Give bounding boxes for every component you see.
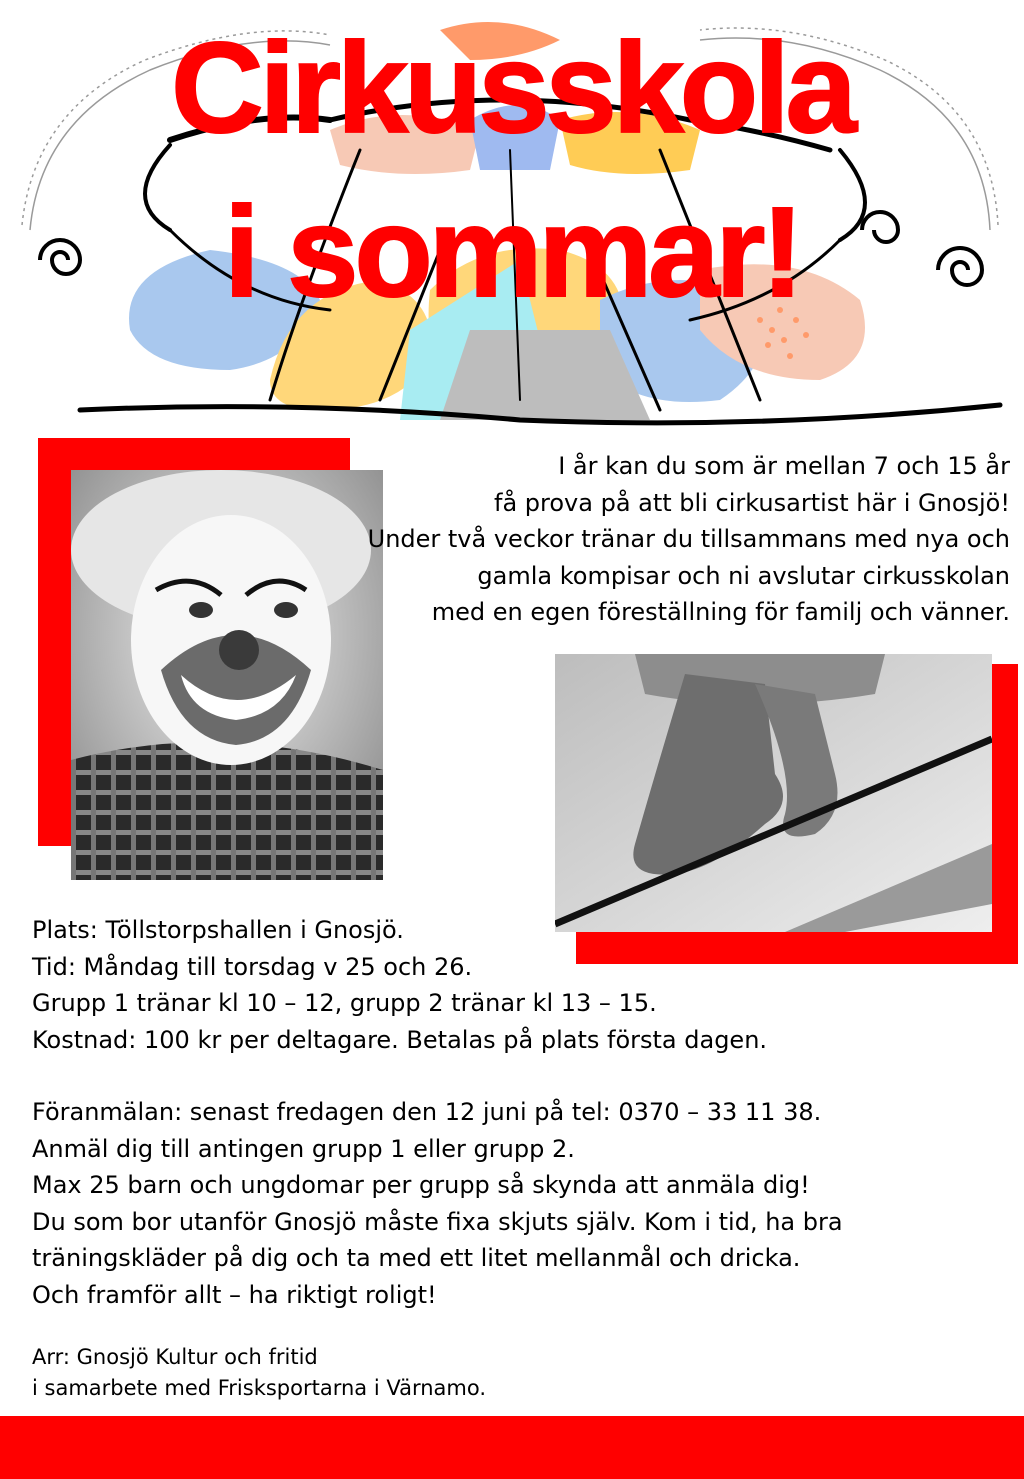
details-line: Kostnad: 100 kr per deltagare. Betalas på plats första dagen. xyxy=(32,1025,768,1054)
registration-line: Du som bor utanför Gnosjö måste fixa skjuts själv. Kom i tid, ha bra xyxy=(32,1207,843,1236)
registration-line: Anmäl dig till antingen grupp 1 eller grupp 2. xyxy=(32,1134,575,1163)
intro-text xyxy=(368,448,1010,631)
intro-line: I år kan du som är mellan 7 och 15 år xyxy=(558,452,1010,480)
page-title-line1: Cirkusskola xyxy=(171,17,853,160)
registration-line: Föranmälan: senast fredagen den 12 juni på tel: 0370 – 33 11 38. xyxy=(32,1098,822,1126)
registration-line: Max 25 barn och ungdomar per grupp så skynda att anmäla dig! xyxy=(32,1171,810,1199)
clown-photo xyxy=(71,470,383,880)
intro-line: få prova på att bli cirkusartist här i Gnosjö! xyxy=(494,488,1010,517)
footer-bar xyxy=(0,1416,1024,1479)
intro-line: med en egen föreställning för familj och vänner. xyxy=(431,598,1010,626)
page-title-line2: i sommar! xyxy=(224,181,800,324)
registration-line: Och framför allt – ha riktigt roligt! xyxy=(32,1280,437,1309)
spacer xyxy=(32,1058,843,1094)
organizer-line: i samarbete med Frisksportarna i Värnamo. xyxy=(32,1376,487,1400)
tightrope-feet-photo xyxy=(555,654,992,932)
intro-line: Under två veckor tränar du tillsammans med nya och xyxy=(367,525,1010,553)
event-details xyxy=(32,912,843,1313)
intro-line: gamla kompisar och ni avslutar cirkusskolan xyxy=(477,561,1010,590)
details-line: Plats: Töllstorpshallen i Gnosjö. xyxy=(32,916,404,944)
details-line: Tid: Måndag till torsdag v 25 och 26. xyxy=(32,952,473,981)
registration-line: träningskläder på dig och ta med ett litet mellanmål och dricka. xyxy=(32,1244,801,1272)
details-line: Grupp 1 tränar kl 10 – 12, grupp 2 tränar kl 13 – 15. xyxy=(32,989,657,1017)
organizer-line: Arr: Gnosjö Kultur och fritid xyxy=(32,1345,318,1369)
organizer-info xyxy=(32,1342,486,1404)
